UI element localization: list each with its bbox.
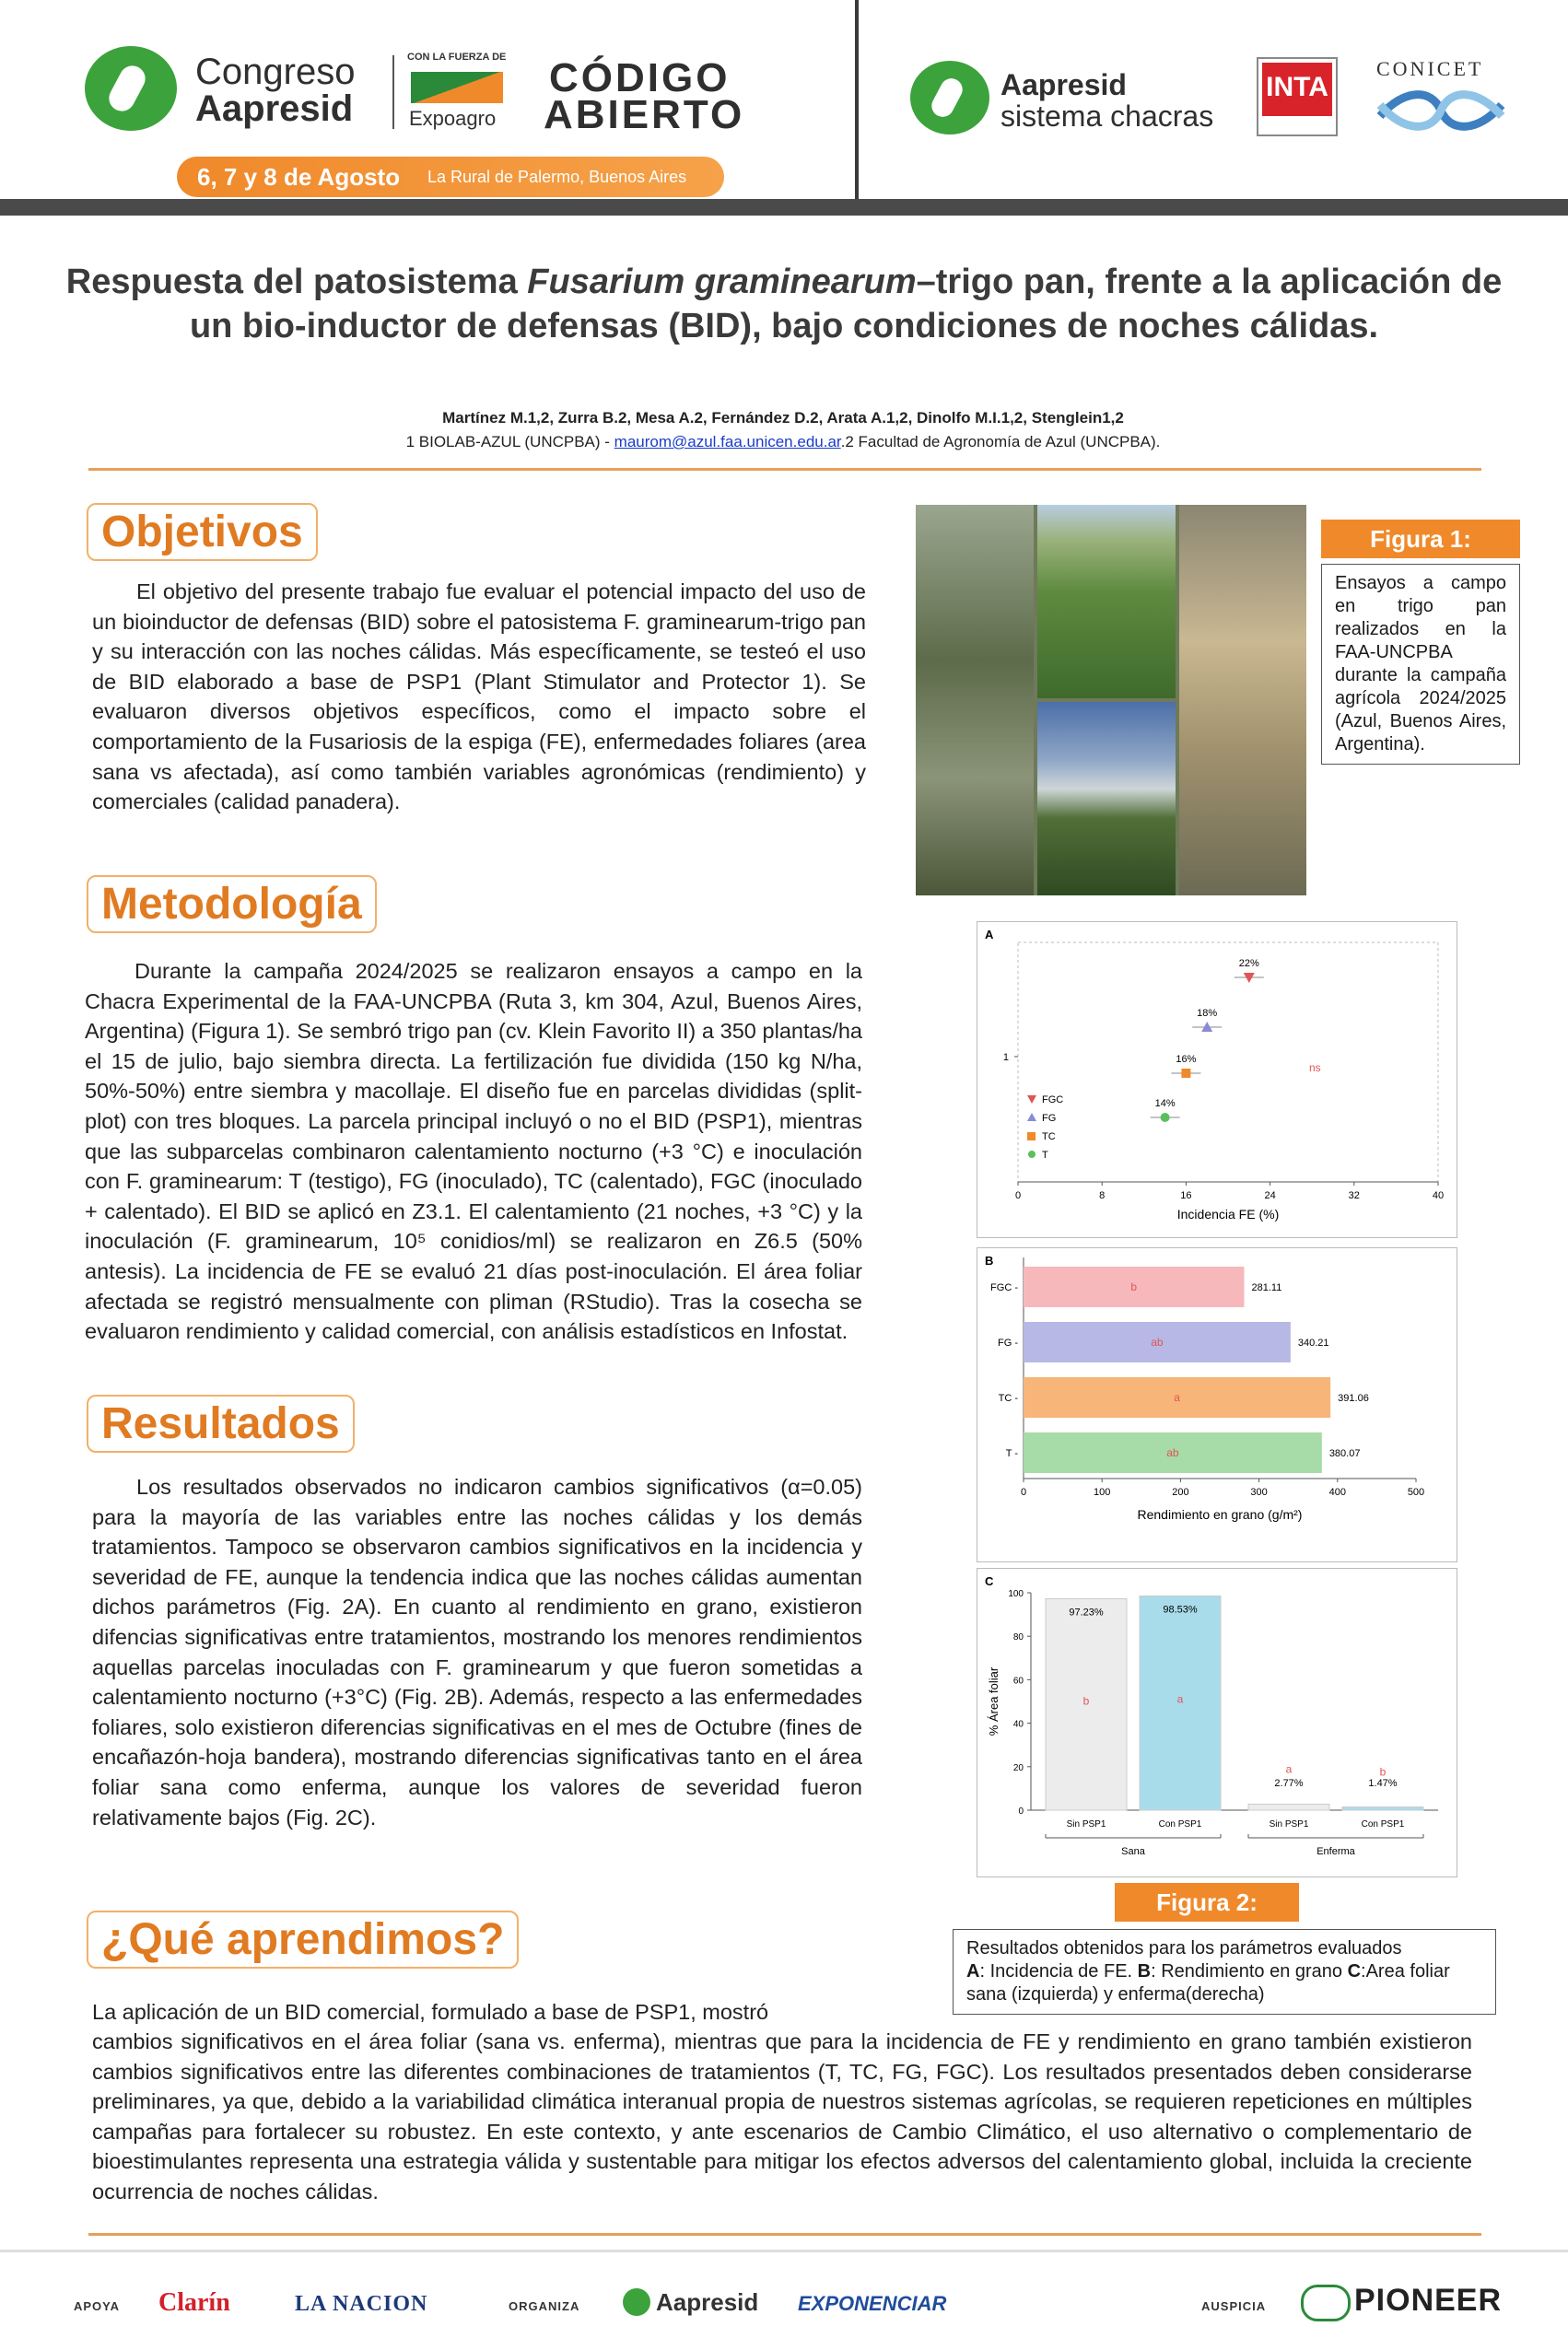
- category-label-FG: FG -: [998, 1338, 1018, 1349]
- sistema-line1: Aapresid: [1000, 68, 1127, 101]
- expoagro: Expoagro: [409, 107, 497, 130]
- bar-2: [1248, 1804, 1329, 1810]
- letter-2: a: [1285, 1762, 1293, 1776]
- congreso-line2: Aapresid: [195, 88, 354, 129]
- value-label-0: 97.23%: [1069, 1607, 1104, 1619]
- footer-aapresid: Aapresid: [656, 2288, 759, 2316]
- date-pill: [177, 157, 724, 197]
- metodologia-text: Durante la campaña 2024/2025 se realizaron ensayos a campo en la Chacra Experimental de la FAA-UNCPBA (Ruta 3, km 304, Azul, Buenos Aires, Argentina) (Figura 1). Se sembró trigo pan (cv. Klein Favorito II) a 350 plantas/ha el 15 de julio, bajo siembra directa. La fertilización fue dividida (150 kg N/ha, 50%-50%) entre siembra y macollaje. El diseño fue en parcelas divididas (split-plot) con tres bloques. La parcela principal incluyó o no el BID (PSP1), mientras que las subparcelas combinaron calentamiento nocturno (+3 °C) e inoculación con F. graminearum: T (testigo), FG (inoculado), TC (calentado), FGC (inoculado + calentado). El BID se aplicó en Z3.1. El calentamiento (21 noches, +3 °C) y la inoculación (F. graminearum, 10⁵ conidios/ml) se realizaron en Z6.5 (50% antesis). La incidencia de FE se evaluó 21 días post-inoculación. El área foliar afectada se registró mensualmente con pliman (RStudio). Tras la cosecha se evaluaron rendimiento y calidad comercial, con análisis estadísticos en Infostat.: [85, 959, 862, 1344]
- letter-TC: a: [1174, 1391, 1180, 1404]
- panel-a-letter: A: [985, 928, 994, 941]
- inta-text: INTA: [1266, 72, 1328, 102]
- legend-marker-TC: [1027, 1132, 1036, 1140]
- x-tick-label-a: 16: [1180, 1190, 1192, 1201]
- codigo-line1: CÓDIGO: [549, 55, 731, 100]
- y-tick-label-a: 1: [1002, 1052, 1009, 1063]
- x-tick-label-b: 0: [1020, 1487, 1027, 1498]
- category-label-3: Con PSP1: [1361, 1819, 1405, 1830]
- y-tick-label-c: 40: [1012, 1719, 1024, 1730]
- data-label-FG: 18%: [1197, 1008, 1218, 1019]
- x-tick-label-a: 0: [1014, 1190, 1022, 1201]
- title-italic: Fusarium graminearum: [527, 263, 917, 301]
- figure1-photo-collage: [916, 505, 1306, 895]
- y-tick-label-c: 60: [1012, 1676, 1024, 1687]
- affil-post: .2 Facultad de Agronomía de Azul (UNCPBA).: [840, 433, 1161, 450]
- figure2-caption-line2: [966, 1960, 1482, 2006]
- header-vertical-divider: [855, 0, 859, 199]
- x-tick-label-a: 8: [1099, 1190, 1106, 1201]
- letter-3: b: [1379, 1765, 1387, 1779]
- value-label-2: 2.77%: [1274, 1778, 1304, 1789]
- metodologia-heading: Metodología: [87, 875, 377, 933]
- x-axis-label-b: Rendimiento en grano (g/m²): [1137, 1507, 1303, 1522]
- objetivos-text: El objetivo del presente trabajo fue evaluar el potencial impacto del uso de un bioinductor de defensas (BID) sobre el patosistema F. graminearum-trigo pan y su interacción con las noches cálidas. Más específicamente, se testeó el uso de BID elaborado a base de PSP1 (Plant Stimulator and Protector 1). Se evaluaron diversos objetivos específicos, como el impacto sobre el comportamiento de la Fusariosis de la espiga (FE), enfermedades foliares (area sana vs afectada), así como también variables agronómicas (rendimiento) y comerciales (calidad panadera).: [92, 579, 866, 814]
- footer-auspicia: AUSPICIA: [1201, 2299, 1267, 2313]
- value-label-3: 1.47%: [1368, 1778, 1398, 1789]
- letter-1: a: [1176, 1692, 1184, 1706]
- x-tick-label-a: 40: [1432, 1190, 1445, 1201]
- legend-label-TC: TC: [1042, 1131, 1056, 1142]
- legend-marker-FGC: [1027, 1095, 1036, 1104]
- caption-c: C: [1347, 1961, 1362, 1982]
- category-label-T: T -: [1005, 1448, 1018, 1459]
- x-tick-label-b: 500: [1407, 1487, 1425, 1498]
- legend-marker-FG: [1027, 1113, 1036, 1121]
- value-label-FGC: 281.11: [1251, 1282, 1282, 1293]
- point-T: [1161, 1113, 1170, 1122]
- logo-divider: [392, 55, 394, 129]
- legend-label-T: T: [1042, 1150, 1048, 1161]
- aprendimos-heading: ¿Qué aprendimos?: [87, 1911, 519, 1969]
- value-label-1: 98.53%: [1163, 1604, 1198, 1616]
- chart-c: [977, 1569, 1457, 1876]
- chart-b: [977, 1248, 1457, 1561]
- data-label-FGC: 22%: [1238, 958, 1259, 969]
- chart-a-frame: [977, 921, 1457, 1238]
- affiliations: [92, 433, 1474, 451]
- resultados-text: Los resultados observados no indicaron cambios significativos (α=0.05) para la mayoría de las variables entre las noches cálidas y los demás tratamientos. Tampoco se observaron cambios significativos en la incidencia y severidad de FE, aunque la tendencia indica que las noches cálidas aumentan dichos parámetros (Fig. 2A). En cuanto al rendimiento en grano, existieron difencias significativas entre tratamientos, mostrando los menores rendimientos aquellas parcelas inoculadas con F. graminearum y que fueron sometidas a calentamiento nocturno (+3°C) (Fig. 2B). Además, respecto a las enfermedades foliares, solo existieron diferencias significativas en el mes de Octubre (fines de encañazón-hoja bandera), mostrando diferencias significativas tanto en el área foliar sana como enferma, aunque los valores de severidad fueron relativamente bajos (Fig. 2C).: [92, 1475, 862, 1830]
- pioneer-logo-icon: [1301, 2285, 1351, 2321]
- figure1-caption: Ensayos a campo en trigo pan realizados en la FAA-UNCPBA durante la campaña agrícola 2024/2025 (Azul, Buenos Aires, Argentina).: [1321, 564, 1520, 765]
- expoagro-flag-icon: [411, 72, 503, 103]
- event-venue: La Rural de Palermo, Buenos Aires: [427, 168, 687, 186]
- y-tick-label-c: 20: [1012, 1762, 1024, 1773]
- data-label-T: 14%: [1154, 1098, 1176, 1109]
- caption-a: A: [966, 1961, 980, 1982]
- value-label-TC: 391.06: [1338, 1393, 1369, 1404]
- value-label-T: 380.07: [1328, 1448, 1361, 1459]
- affil-pre: 1 BIOLAB-AZUL (UNCPBA) -: [405, 433, 614, 450]
- caption-b: B: [1137, 1961, 1152, 1982]
- legend-label-FGC: FGC: [1042, 1094, 1064, 1105]
- ns-label: ns: [1309, 1061, 1321, 1074]
- footer-exponencial: EXPONENCIAR: [798, 2292, 947, 2315]
- y-tick-label-c: 100: [1008, 1589, 1024, 1599]
- panel-b-letter: B: [985, 1254, 994, 1268]
- caption-b-text: : Rendimiento en grano: [1151, 1961, 1348, 1982]
- point-TC: [1181, 1069, 1190, 1078]
- con-la-fuerza: CON LA FUERZA DE: [407, 52, 507, 63]
- header-bar: [0, 199, 1568, 216]
- panel-c-letter: C: [985, 1574, 994, 1588]
- footer-lanacion: LA NACION: [295, 2292, 428, 2316]
- value-label-FG: 340.21: [1297, 1338, 1329, 1349]
- chart-c-frame: [977, 1568, 1457, 1877]
- legend-marker-T: [1028, 1151, 1036, 1158]
- caption-a-text: : Incidencia de FE.: [979, 1961, 1138, 1982]
- letter-T: ab: [1166, 1446, 1179, 1459]
- photo-field-top: [1037, 505, 1176, 698]
- conicet-wave-icon: [1376, 85, 1505, 136]
- congreso-line1: Congreso: [195, 52, 356, 92]
- photo-field-bottom: [1037, 702, 1176, 895]
- letter-0: b: [1082, 1694, 1090, 1708]
- resultados-heading: Resultados: [87, 1395, 355, 1453]
- sistema-line2: sistema chacras: [1000, 99, 1214, 133]
- figure2-label: Figura 2:: [1115, 1883, 1299, 1922]
- x-tick-label-b: 100: [1094, 1487, 1111, 1498]
- title-rule: [88, 468, 1481, 471]
- footer-rule: [0, 2250, 1568, 2252]
- footer-organiza: ORGANIZA: [509, 2299, 580, 2313]
- conicet-text: CONICET: [1376, 57, 1484, 80]
- category-label-1: Con PSP1: [1158, 1819, 1202, 1830]
- author-email-link[interactable]: maurom@azul.faa.unicen.edu.ar: [614, 433, 841, 450]
- x-axis-label-a: Incidencia FE (%): [1176, 1207, 1280, 1222]
- bottom-rule: [88, 2233, 1481, 2236]
- event-date: 6, 7 y 8 de Agosto: [197, 163, 401, 191]
- y-axis-label-c: % Área foliar: [987, 1666, 1000, 1736]
- objetivos-heading: Objetivos: [87, 503, 318, 561]
- legend-label-FG: FG: [1042, 1113, 1057, 1124]
- x-tick-label-b: 400: [1328, 1487, 1346, 1498]
- data-label-TC: 16%: [1176, 1054, 1197, 1065]
- codigo-line2: ABIERTO: [544, 92, 745, 137]
- title-part1: Respuesta del patosistema: [65, 263, 528, 301]
- footer-apoya: APOYA: [74, 2299, 121, 2313]
- letter-FGC: b: [1130, 1280, 1138, 1293]
- bar-3: [1342, 1807, 1423, 1810]
- plot-area-a: [1018, 942, 1438, 1182]
- y-tick-label-c: 0: [1018, 1806, 1024, 1817]
- group-label-1: Enferma: [1316, 1846, 1355, 1857]
- figure2-caption-line1: Resultados obtenidos para los parámetros evaluados: [966, 1938, 1402, 1958]
- category-label-2: Sin PSP1: [1269, 1819, 1309, 1830]
- chart-b-frame: [977, 1247, 1457, 1562]
- photo-wheat-right: [1179, 505, 1306, 895]
- photo-wheat-left: [916, 505, 1034, 895]
- aprendimos-text-first: La aplicación de un BID comercial, formulado a base de PSP1, mostró: [92, 2000, 769, 2024]
- footer-aapresid-leaf-icon: [623, 2288, 650, 2316]
- figure1-label: Figura 1:: [1321, 520, 1520, 558]
- x-tick-label-a: 24: [1264, 1190, 1276, 1201]
- title-part2: –trigo pan, frente a la aplicación de un bio-inductor de defensas (BID), bajo condiciones de noches cálidas.: [189, 263, 1503, 345]
- group-label-0: Sana: [1121, 1846, 1145, 1857]
- caption-c-text: :Area foliar sana (izquierda) y enferma(derecha): [966, 1961, 1450, 2005]
- authors: Martínez M.1,2, Zurra B.2, Mesa A.2, Fernández D.2, Arata A.1,2, Dinolfo M.I.1,2, Stenglein1,2: [442, 409, 1124, 427]
- inta-logo: [1257, 57, 1338, 136]
- category-label-FGC: FGC -: [990, 1282, 1018, 1293]
- poster-title: [64, 260, 1504, 348]
- figure2-caption: [953, 1929, 1496, 2015]
- category-label-TC: TC -: [998, 1393, 1018, 1404]
- y-tick-label-c: 80: [1012, 1632, 1024, 1643]
- x-tick-label-b: 300: [1250, 1487, 1268, 1498]
- x-tick-label-a: 32: [1348, 1190, 1360, 1201]
- footer-pioneer: PIONEER: [1354, 2283, 1503, 2318]
- letter-FG: ab: [1151, 1336, 1164, 1349]
- category-label-0: Sin PSP1: [1066, 1819, 1106, 1830]
- aprendimos-text-rest: cambios significativos en el área foliar (sana vs. enferma), mientras que para la incidencia de FE y rendimiento en grano también existieron cambios significativos entre las diferentes combinaciones de tratamientos (T, TC, FG, FGC). Los resultados presentados deben considerarse preliminares, ya que, debido a la variabilidad climática interanual propia de nuestros sistemas agrícolas, se requieren repeticiones en múltiples campañas para fortalecer su robustez. En este contexto, y ante escenarios de Cambio Climático, el uso alternativo o complementario de bioestimulantes representa una estrategia válida y sustentable para mitigar los efectos adversos del calentamiento global, incluida la creciente ocurrencia de noches cálidas.: [92, 2029, 1472, 2204]
- footer-clarin: Clarín: [158, 2288, 230, 2317]
- chart-a: [977, 922, 1457, 1237]
- x-tick-label-b: 200: [1172, 1487, 1189, 1498]
